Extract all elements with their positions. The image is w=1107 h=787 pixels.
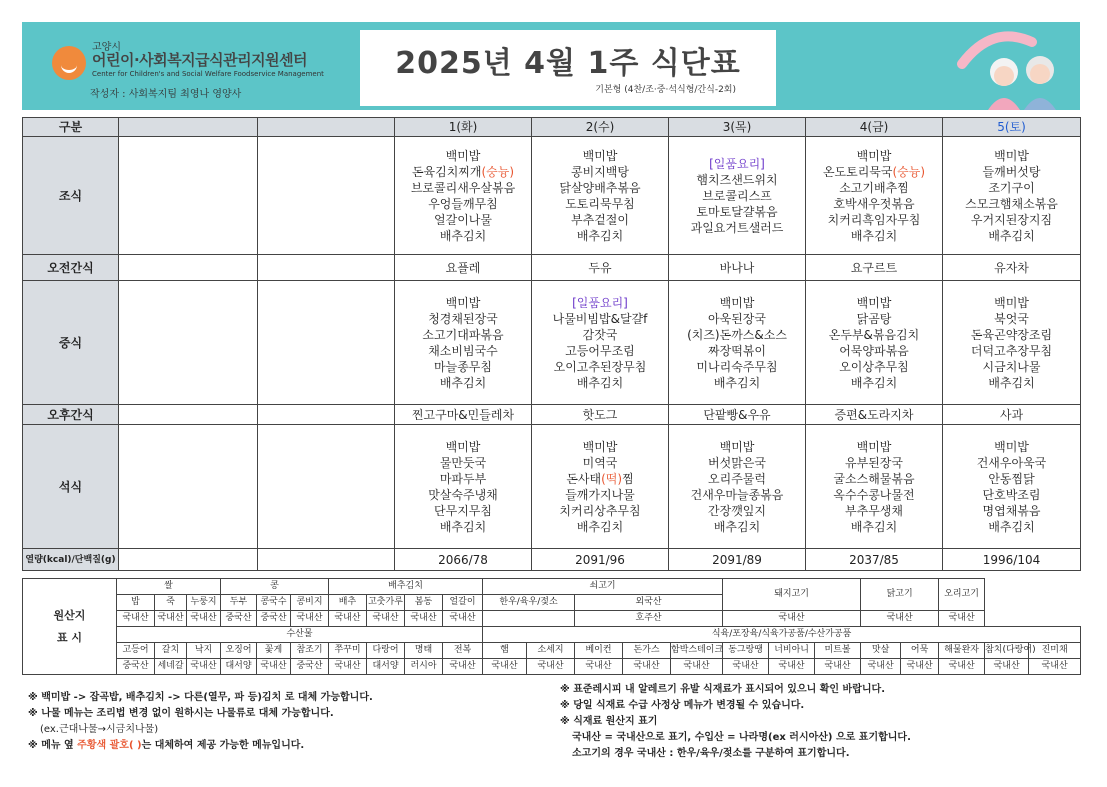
page-subtitle: 기본형 (4찬/조·중·석식형/간식-2회) (595, 85, 736, 95)
logo-org-english: Center for Children's and Social Welfare Foodservice Management (92, 70, 324, 78)
blank-cell (119, 281, 258, 405)
menu-item: 배추김치 (576, 375, 624, 390)
origin-item: 외국산 (575, 595, 723, 611)
menu-cell (669, 281, 806, 405)
note-line: ※ 백미밥 -> 잡곡밥, 배추김치 -> 다른(열무, 파 등)김치 로 대체 가능합니다. (28, 692, 373, 703)
origin-value: 국내산 (443, 611, 483, 627)
menu-item: 명엽채볶음 (982, 503, 1041, 518)
menu-item: 배추김치 (713, 375, 761, 390)
menu-item: 더덕고추장무침 (970, 343, 1053, 358)
menu-item: 감잣국 (582, 327, 618, 342)
origin-value: 국내산 (769, 659, 815, 675)
origin-item: 참조기 (291, 643, 329, 659)
origin-value: 국내산 (939, 611, 985, 627)
origin-value: 국내산 (985, 659, 1029, 675)
menu-cell (395, 255, 532, 281)
origin-value: 국내산 (815, 659, 861, 675)
origin-item: 갈치 (155, 643, 187, 659)
menu-item: 닭살양배추볶음 (559, 180, 641, 195)
menu-item: 오이상추무침 (839, 359, 909, 374)
origin-item: 동그랑땡 (723, 643, 769, 659)
origin-label-2: 표 시 (56, 630, 83, 644)
note-line: ※ 식재료 원산지 표기 (560, 716, 658, 727)
energy-label: 열량(kcal)/단백질(g) (23, 549, 119, 571)
origin-item: 해물완자 (939, 643, 985, 659)
origin-value: 국내산 (861, 611, 939, 627)
menu-item: 배추김치 (439, 519, 487, 534)
menu-item: 도토리묵무침 (565, 196, 635, 211)
meal-label: 조식 (23, 137, 119, 255)
menu-cell (669, 137, 806, 255)
origin-value: 국내산 (483, 659, 527, 675)
menu-item: [일품요리] (572, 295, 628, 310)
menu-cell (943, 255, 1081, 281)
menu-item: 청경채된장국 (428, 311, 498, 326)
menu-item: 콩비지백탕 (571, 164, 629, 179)
note-line: (ex.근대나물→시금치나물) (40, 724, 159, 735)
origin-value: 국내산 (257, 659, 291, 675)
origin-value: 중국산 (117, 659, 155, 675)
menu-item: 굴소스해물볶음 (833, 471, 915, 486)
menu-cell (669, 425, 806, 549)
origin-group-processed: 식육/포장육/식육가공품/수산가공품 (483, 627, 1081, 643)
origin-value: 국내산 (671, 659, 723, 675)
energy-value: 2091/96 (532, 549, 669, 571)
meal-label: 오전간식 (23, 255, 119, 281)
origin-value: 대서양 (367, 659, 405, 675)
menu-cell (806, 405, 943, 425)
menu-item: 핫도그 (582, 407, 618, 422)
origin-item: 한우/육우/젖소 (483, 595, 575, 611)
origin-item: 두부 (221, 595, 257, 611)
origin-table (22, 578, 1081, 675)
origin-value: 국내산 (291, 611, 329, 627)
origin-item: 고춧가루 (367, 595, 405, 611)
origin-value: 국내산 (443, 659, 483, 675)
blank-cell (119, 137, 258, 255)
notes-right (560, 682, 1080, 762)
menu-item: 브로콜리새우살볶음 (410, 180, 516, 195)
menu-item: 백미밥 (445, 439, 481, 454)
note-line: ※ 표준레시피 내 알레르기 유발 식재료가 표시되어 있으니 확인 바랍니다. (560, 684, 885, 695)
origin-item: 소세지 (527, 643, 575, 659)
blank-cell (258, 281, 395, 405)
menu-item: 버섯맑은국 (708, 455, 766, 470)
menu-item: 돈사태(떡)찜 (566, 471, 634, 486)
origin-group-beef: 쇠고기 (483, 579, 723, 595)
origin-item: 참치(다랑어) (985, 643, 1029, 659)
menu-item: 백미밥 (582, 439, 618, 454)
note-line: 국내산 = 국내산으로 표기, 수입산 = 나라명(ex 러시아산) 으로 표기합니다. (572, 732, 911, 743)
menu-cell (532, 255, 669, 281)
menu-item: 백미밥 (445, 148, 481, 163)
origin-value: 국내산 (187, 611, 221, 627)
menu-item: 맛살숙주냉채 (428, 487, 498, 502)
note-line: ※ 메뉴 옆 주황색 괄호( )는 대체하여 제공 가능한 메뉴입니다. (28, 740, 305, 751)
menu-item: 돈육김치찌개(숭늉) (411, 164, 515, 179)
day-header: 3(목) (669, 118, 806, 137)
origin-value: 국내산 (187, 659, 221, 675)
menu-item: 호박새우젓볶음 (833, 196, 915, 211)
origin-item: 전복 (443, 643, 483, 659)
menu-item: 간장깻잎지 (708, 503, 766, 518)
menu-item: 부추겉절이 (571, 212, 629, 227)
note-line: 소고기의 경우 국내산 : 한우/육우/젖소를 구분하여 표기합니다. (572, 748, 850, 759)
menu-cell (943, 405, 1081, 425)
header-banner (22, 22, 1080, 110)
origin-value: 국내산 (901, 659, 939, 675)
origin-item: 밥 (117, 595, 155, 611)
menu-item: 백미밥 (719, 439, 755, 454)
menu-item: 백미밥 (582, 148, 618, 163)
origin-value: 러시아 (405, 659, 443, 675)
menu-item: 마늘종무침 (434, 359, 492, 374)
meal-label: 석식 (23, 425, 119, 549)
menu-item: 오이고추된장무침 (553, 359, 647, 374)
menu-item: 백미밥 (994, 439, 1029, 454)
blank-cell (119, 549, 258, 571)
menu-item: 두유 (588, 260, 612, 275)
menu-item: 과일요거트샐러드 (690, 220, 784, 235)
day-header: 1(화) (395, 118, 532, 137)
origin-item: 고등어 (117, 643, 155, 659)
origin-item: 콩국수 (257, 595, 291, 611)
menu-item: 우엉들깨무침 (428, 196, 498, 211)
origin-item: 베이컨 (575, 643, 623, 659)
origin-item: 미트볼 (815, 643, 861, 659)
origin-value: 국내산 (861, 659, 901, 675)
menu-item: 들깨버섯탕 (982, 164, 1041, 179)
menu-cell (943, 137, 1081, 255)
menu-item: 배추김치 (850, 228, 898, 243)
elderly-couple-illustration-icon (952, 24, 1072, 110)
origin-group-seafood: 수산물 (117, 627, 483, 643)
menu-item: 얼갈이나물 (434, 212, 492, 227)
origin-value: 국내산 (329, 611, 367, 627)
menu-cell (669, 255, 806, 281)
menu-cell (395, 405, 532, 425)
menu-item: 짜장떡볶이 (708, 343, 766, 358)
menu-table (22, 117, 1081, 571)
menu-item: 건새우마늘종볶음 (690, 487, 784, 502)
menu-item: 부추무생채 (845, 503, 903, 518)
menu-item: 증편&도라지차 (834, 407, 914, 422)
menu-item: 배추김치 (713, 519, 761, 534)
blank-cell (119, 255, 258, 281)
menu-cell (806, 425, 943, 549)
blank-cell (258, 405, 395, 425)
menu-cell (532, 137, 669, 255)
menu-item: 조기구이 (988, 180, 1035, 195)
menu-item: 유자차 (994, 260, 1029, 275)
blank-cell (258, 255, 395, 281)
smile-logo-icon (52, 46, 86, 80)
author-line: 작성자 : 사회복지팀 최영나 영양사 (90, 89, 242, 100)
origin-value: 국내산 (117, 611, 155, 627)
menu-item: 소고기배추찜 (839, 180, 909, 195)
origin-group-bean: 콩 (221, 579, 329, 595)
day-header: 4(금) (806, 118, 943, 137)
menu-item: 단팥빵&우유 (703, 407, 771, 422)
origin-value: 국내산 (155, 611, 187, 627)
origin-group-duck: 오리고기 (939, 579, 985, 611)
origin-label (23, 579, 117, 675)
menu-cell (943, 281, 1081, 405)
blank-cell (258, 425, 395, 549)
menu-item: [일품요리] (709, 156, 765, 171)
origin-item: 너비아니 (769, 643, 815, 659)
menu-item: 배추김치 (439, 375, 487, 390)
meal-label: 오후간식 (23, 405, 119, 425)
origin-value: 국내산 (575, 659, 623, 675)
menu-item: 백미밥 (994, 148, 1029, 163)
menu-item: (치즈)돈까스&소스 (687, 327, 787, 342)
origin-item: 오징어 (221, 643, 257, 659)
origin-item: 죽 (155, 595, 187, 611)
menu-item: 백미밥 (856, 148, 892, 163)
menu-item: 온두부&볶음김치 (828, 327, 920, 342)
menu-item: 물만둣국 (439, 455, 487, 470)
menu-cell (943, 425, 1081, 549)
origin-item: 배추 (329, 595, 367, 611)
menu-item: 요플레 (445, 260, 481, 275)
menu-item: 브로콜리스프 (702, 188, 772, 203)
origin-value: 대서양 (221, 659, 257, 675)
menu-item: 옥수수콩나물전 (833, 487, 915, 502)
menu-cell (806, 281, 943, 405)
energy-value: 2091/89 (669, 549, 806, 571)
meal-label: 중식 (23, 281, 119, 405)
energy-value: 2066/78 (395, 549, 532, 571)
menu-item: 사과 (999, 407, 1024, 422)
menu-item: 백미밥 (719, 295, 755, 310)
menu-item: 북엇국 (994, 311, 1029, 326)
menu-cell (532, 281, 669, 405)
menu-item: 소고기대파볶음 (422, 327, 504, 342)
menu-item: 채소비빔국수 (428, 343, 498, 358)
menu-item: 단호박조림 (982, 487, 1041, 502)
origin-item: 콩비지 (291, 595, 329, 611)
menu-item: 배추김치 (988, 519, 1035, 534)
menu-item: 미나리숙주무침 (696, 359, 778, 374)
menu-item: 배추김치 (850, 519, 898, 534)
origin-value (483, 611, 575, 627)
origin-item: 꽃게 (257, 643, 291, 659)
menu-item: 백미밥 (856, 295, 892, 310)
menu-item: 백미밥 (994, 295, 1029, 310)
menu-item: 토마토달걀볶음 (696, 204, 778, 219)
origin-value: 국내산 (723, 659, 769, 675)
note-line: ※ 나물 메뉴는 조리법 변경 없이 원하시는 나물류로 대체 가능합니다. (28, 708, 334, 719)
menu-item: 유부된장국 (845, 455, 903, 470)
origin-item: 명태 (405, 643, 443, 659)
origin-value: 국내산 (1029, 659, 1081, 675)
origin-item: 봄동 (405, 595, 443, 611)
menu-item: 백미밥 (856, 439, 892, 454)
menu-item: 건새우아욱국 (976, 455, 1047, 470)
menu-item: 안동찜닭 (988, 471, 1035, 486)
logo-org-name: 어린이·사회복지급식관리지원센터 (92, 51, 308, 69)
menu-item: 어묵양파볶음 (839, 343, 909, 358)
origin-value: 국내산 (527, 659, 575, 675)
note-line: ※ 당일 식재료 수급 사정상 메뉴가 변경될 수 있습니다. (560, 700, 805, 711)
origin-value: 국내산 (367, 611, 405, 627)
menu-item: 오리주물럭 (708, 471, 766, 486)
menu-item: 백미밥 (445, 295, 481, 310)
menu-cell (395, 137, 532, 255)
menu-cell (806, 137, 943, 255)
menu-item: 닭곰탕 (856, 311, 892, 326)
day-header: 5(토) (943, 118, 1081, 137)
origin-item: 햄 (483, 643, 527, 659)
origin-item: 진미채 (1029, 643, 1081, 659)
menu-cell (395, 425, 532, 549)
origin-value: 국내산 (329, 659, 367, 675)
menu-item: 배추김치 (988, 228, 1035, 243)
menu-item: 미역국 (582, 455, 618, 470)
menu-item: 요구르트 (850, 260, 898, 275)
menu-item: 온도토리묵국(숭늉) (822, 164, 926, 179)
menu-item: 단무지무침 (434, 503, 492, 518)
energy-value: 2037/85 (806, 549, 943, 571)
menu-item: 배추김치 (850, 375, 898, 390)
origin-value: 중국산 (257, 611, 291, 627)
origin-value: 국내산 (939, 659, 985, 675)
origin-item: 얼갈이 (443, 595, 483, 611)
menu-item: 고등어무조림 (565, 343, 635, 358)
menu-item: 우거지된장지짐 (970, 212, 1053, 227)
menu-item: 배추김치 (576, 228, 624, 243)
menu-item: 찐고구마&민들레차 (411, 407, 515, 422)
col-header: 구분 (23, 118, 119, 137)
menu-cell (532, 425, 669, 549)
origin-value: 중국산 (291, 659, 329, 675)
page-title: 2025년 4월 1주 식단표 (395, 46, 741, 81)
origin-value: 세네갈 (155, 659, 187, 675)
origin-item: 맛살 (861, 643, 901, 659)
origin-group-rice: 쌀 (117, 579, 221, 595)
origin-item: 누룽지 (187, 595, 221, 611)
menu-item: 아욱된장국 (708, 311, 766, 326)
menu-item: 시금치나물 (982, 359, 1041, 374)
menu-item: 나물비빔밥&달걀f (552, 311, 648, 326)
origin-item: 어묵 (901, 643, 939, 659)
notes-left (28, 690, 548, 754)
menu-cell (395, 281, 532, 405)
menu-cell (806, 255, 943, 281)
origin-value: 국내산 (405, 611, 443, 627)
origin-value: 국내산 (623, 659, 671, 675)
menu-item: 바나나 (719, 260, 755, 275)
menu-cell (532, 405, 669, 425)
title-box (360, 30, 776, 106)
menu-item: 배추김치 (988, 375, 1035, 390)
menu-item: 마파두부 (439, 471, 487, 486)
origin-group-pork: 돼지고기 (723, 579, 861, 611)
menu-item: 들깨가지나물 (565, 487, 635, 502)
blank-cell (258, 549, 395, 571)
energy-value: 1996/104 (943, 549, 1081, 571)
origin-label-1: 원산지 (53, 608, 86, 622)
blank-cell (119, 425, 258, 549)
blank-col (258, 118, 395, 137)
origin-value: 호주산 (575, 611, 723, 627)
origin-value: 국내산 (723, 611, 861, 627)
menu-item: 치커리흑임자무침 (827, 212, 921, 227)
menu-item: 치커리상추무침 (559, 503, 641, 518)
origin-group-kimchi: 배추김치 (329, 579, 483, 595)
menu-item: 스모크햄채소볶음 (965, 196, 1058, 211)
origin-value: 중국산 (221, 611, 257, 627)
origin-group-chicken: 닭고기 (861, 579, 939, 611)
menu-cell (669, 405, 806, 425)
origin-item: 쭈꾸미 (329, 643, 367, 659)
logo-city: 고양시 (92, 42, 121, 53)
day-header: 2(수) (532, 118, 669, 137)
origin-item: 낙지 (187, 643, 221, 659)
menu-item: 햄치즈샌드위치 (696, 172, 778, 187)
origin-item: 돈가스 (623, 643, 671, 659)
blank-cell (258, 137, 395, 255)
menu-item: 배추김치 (576, 519, 624, 534)
origin-item: 함박스테이크 (671, 643, 723, 659)
blank-cell (119, 405, 258, 425)
blank-col (119, 118, 258, 137)
menu-item: 배추김치 (439, 228, 487, 243)
menu-item: 돈육곤약장조림 (970, 327, 1053, 342)
origin-item: 다랑어 (367, 643, 405, 659)
